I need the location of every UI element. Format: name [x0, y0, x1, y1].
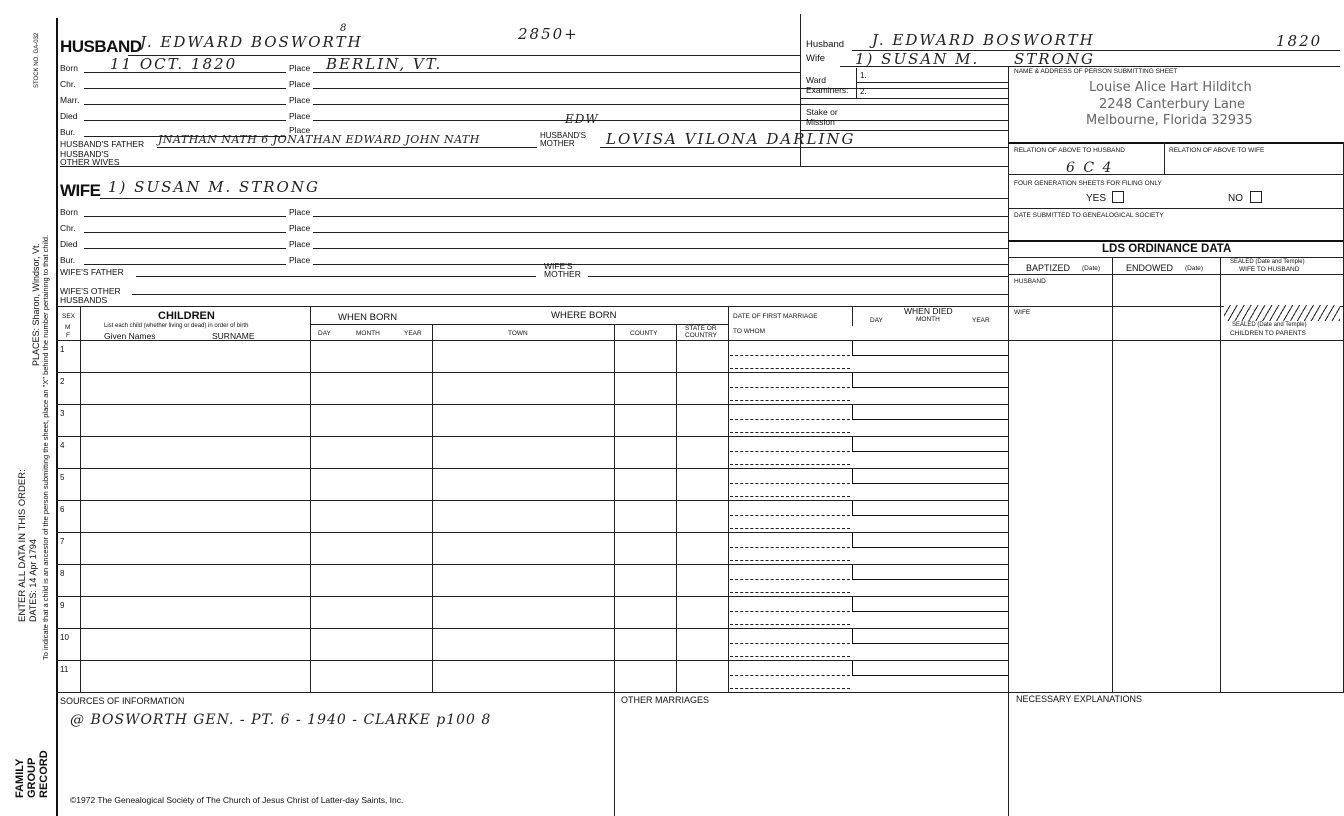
submitter-bottom-line — [1008, 142, 1344, 144]
died-day-header: DAY — [870, 317, 883, 324]
relation-bottom-line — [1008, 174, 1344, 175]
death-date-rule — [852, 483, 1008, 484]
row-separator — [56, 372, 1008, 373]
ancestor-instruction: To indicate that a child is an ancestor of the person submitting the sheet, place an "X" behind the number pertaining to that child. — [41, 234, 50, 660]
death-date-rule — [852, 387, 1008, 388]
sex-m: M — [65, 324, 71, 331]
relation-wife-label: RELATION OF ABOVE TO WIFE — [1169, 147, 1265, 154]
husbands-mother-label-2: MOTHER — [540, 139, 575, 148]
marriage-date-rule — [730, 675, 850, 676]
death-date-tick — [852, 565, 853, 579]
chr-place-label: Place — [289, 79, 311, 89]
to-whom-rule — [730, 656, 850, 657]
to-whom-rule — [730, 560, 850, 561]
yes-checkbox[interactable] — [1112, 191, 1124, 203]
wifes-father-label: WIFE'S FATHER — [60, 267, 124, 277]
to-whom-rule — [730, 624, 850, 625]
sealed-wife-header-1: SEALED (Date and Temple) — [1230, 259, 1305, 265]
died-label: Died — [60, 111, 78, 121]
wife-name-line — [100, 198, 1008, 199]
to-whom-rule — [730, 464, 850, 465]
no-checkbox[interactable] — [1250, 191, 1262, 203]
child-row — [56, 436, 1008, 468]
lds-heading-line — [1008, 257, 1344, 258]
sex-f: F — [66, 332, 70, 339]
right-column-divider — [1008, 66, 1009, 692]
death-date-tick — [852, 405, 853, 419]
lds-ordinance-heading: LDS ORDINANCE DATA — [1102, 243, 1232, 255]
marriage-date-rule — [730, 579, 850, 580]
death-date-tick — [852, 437, 853, 451]
children-table-top — [56, 306, 1008, 307]
husband-section-bottom-line — [60, 166, 1008, 167]
examiner-2: 2. — [860, 87, 867, 96]
wife-bur-label: Bur. — [60, 255, 76, 265]
child-row-number: 3 — [60, 409, 65, 418]
marr-place-line — [313, 104, 1008, 105]
col-line-died — [852, 306, 853, 326]
marriage-date-rule — [730, 355, 850, 356]
husbands-father-value: JNATHAN NATH 6 JONATHAN EDWARD JOHN NATH — [158, 133, 480, 146]
places-instruction: PLACES: Sharon, Windsor, Vt. — [31, 242, 41, 366]
born-month-header: MONTH — [356, 330, 380, 337]
to-whom-rule — [730, 592, 850, 593]
death-date-rule — [852, 611, 1008, 612]
child-row — [56, 372, 1008, 404]
first-marriage-header: DATE OF FIRST MARRIAGE — [733, 313, 818, 320]
surname-header: SURNAME — [212, 331, 255, 341]
given-names-header: Given Names — [104, 331, 156, 341]
form-title-group: GROUP — [26, 757, 38, 798]
death-date-rule — [852, 547, 1008, 548]
stake-bottom-line — [800, 130, 1008, 131]
relation-husband-label: RELATION OF ABOVE TO HUSBAND — [1014, 147, 1125, 154]
four-generation-label: FOUR GENERATION SHEETS FOR FILING ONLY — [1014, 180, 1162, 187]
hatched-area — [1224, 305, 1340, 321]
child-row-number: 8 — [60, 569, 65, 578]
row-separator — [56, 628, 1008, 629]
death-date-tick — [852, 597, 853, 611]
husband-generation-sup: 8 — [340, 23, 348, 34]
copyright-text: ©1972 The Genealogical Society of The Church of Jesus Christ of Latter-day Saints, Inc. — [70, 795, 404, 805]
born-label: Born — [60, 63, 78, 73]
relation-divider — [1164, 142, 1165, 174]
row-separator — [56, 468, 1008, 469]
examiner-1: 1. — [860, 71, 867, 80]
wife-born-label: Born — [60, 207, 78, 217]
death-date-tick — [852, 661, 853, 675]
submitter-street: 2248 Canterbury Lane — [1099, 97, 1246, 112]
town-header: TOWN — [508, 330, 528, 337]
to-whom-rule — [730, 528, 850, 529]
dates-instruction: DATES: 14 Apr 1794 — [28, 539, 38, 622]
other-wives-label-1: HUSBAND'S — [60, 149, 109, 159]
children-header: CHILDREN — [158, 310, 215, 322]
sealed-children-header-1: SEALED (Date and Temple) — [1232, 322, 1307, 328]
wifes-mother-line — [588, 276, 1008, 277]
wife-bur-place-label: Place — [289, 255, 311, 265]
marriage-date-rule — [730, 547, 850, 548]
marriage-date-rule — [730, 483, 850, 484]
chr-label: Chr. — [60, 79, 76, 89]
sealed-children-header-2: CHILDREN TO PARENTS — [1230, 330, 1306, 337]
row-separator — [56, 596, 1008, 597]
row-separator — [56, 404, 1008, 405]
bottom-divider-1 — [614, 692, 615, 816]
enter-all-instruction: ENTER ALL DATA IN THIS ORDER: — [17, 469, 28, 622]
death-date-rule — [852, 675, 1008, 676]
death-date-tick — [852, 469, 853, 483]
lds-children-header-line — [1008, 340, 1344, 341]
form-title-record: RECORD — [38, 750, 50, 798]
stock-number: STOCK NO. GA-032 — [34, 32, 40, 88]
bottom-divider-2 — [1008, 692, 1009, 816]
to-whom-rule — [730, 688, 850, 689]
right-panel-divider — [800, 14, 801, 166]
child-row-number: 6 — [60, 505, 65, 514]
child-row-number: 7 — [60, 537, 65, 546]
when-born-header: WHEN BORN — [338, 312, 398, 323]
lds-header-bottom-line — [1008, 274, 1344, 275]
no-label: NO — [1228, 193, 1243, 204]
child-row — [56, 564, 1008, 596]
husbands-father-label: HUSBAND'S FATHER — [60, 139, 145, 149]
lds-wife-label: WIFE — [1014, 309, 1031, 316]
right-husband-year: 1820 — [1276, 32, 1323, 50]
died-year-header: YEAR — [972, 317, 990, 324]
death-date-rule — [852, 515, 1008, 516]
endowed-date-header: (Date) — [1185, 265, 1204, 272]
child-row — [56, 628, 1008, 660]
bur-label: Bur. — [60, 127, 76, 137]
state-header-1: STATE OR — [685, 325, 717, 332]
wife-chr-label: Chr. — [60, 223, 76, 233]
death-date-rule — [852, 451, 1008, 452]
children-instruction: List each child (whether living or dead) in order of birth — [104, 323, 249, 329]
husband-born-place: BERLIN, VT. — [326, 55, 443, 73]
wifes-mother-label-1: WIFE'S — [544, 261, 573, 271]
child-row-number: 5 — [60, 473, 65, 482]
right-wife-label: Wife — [806, 53, 825, 64]
child-row-number: 10 — [60, 633, 69, 642]
lds-col-line-2 — [1220, 257, 1221, 692]
right-husband-label: Husband — [806, 39, 845, 50]
husband-heading: HUSBAND — [60, 37, 142, 56]
to-whom-rule — [730, 400, 850, 401]
wife-name: 1) SUSAN M. STRONG — [108, 178, 320, 196]
sources-label: SOURCES OF INFORMATION — [60, 696, 185, 706]
row-separator — [56, 660, 1008, 661]
to-whom-rule — [730, 368, 850, 369]
mission-label: Mission — [806, 117, 835, 127]
edw-note: EDW — [565, 112, 599, 126]
wife-chr-place-label: Place — [289, 223, 311, 233]
born-year-header: YEAR — [404, 330, 422, 337]
born-place-label: Place — [289, 63, 311, 73]
child-row-number: 2 — [60, 377, 65, 386]
row-separator — [56, 564, 1008, 565]
wife-chr-place-line — [313, 232, 1008, 233]
wife-born-place-label: Place — [289, 207, 311, 217]
child-row — [56, 660, 1008, 692]
examiners-box-line — [856, 68, 857, 98]
child-row — [56, 404, 1008, 436]
wife-bur-line — [84, 264, 286, 265]
husband-id-number: 2850+ — [518, 25, 579, 43]
other-wives-label-2: OTHER WIVES — [60, 157, 120, 167]
death-date-rule — [852, 419, 1008, 420]
died-month-header: MONTH — [916, 316, 940, 323]
wife-died-place-label: Place — [289, 239, 311, 249]
marriage-date-rule — [730, 451, 850, 452]
baptized-header: BAPTIZED — [1026, 263, 1071, 273]
husband-name: J. EDWARD BOSWORTH — [140, 33, 363, 51]
child-row-number: 4 — [60, 441, 65, 450]
submitter-label: NAME & ADDRESS OF PERSON SUBMITTING SHEET — [1014, 68, 1178, 75]
child-row — [56, 532, 1008, 564]
other-marriages-label: OTHER MARRIAGES — [621, 695, 710, 705]
wife-bur-place-line — [313, 264, 1008, 265]
died-line — [84, 120, 286, 121]
death-date-tick — [852, 533, 853, 547]
sex-header: SEX — [62, 313, 76, 320]
where-born-header: WHERE BORN — [551, 310, 617, 321]
row-separator — [56, 436, 1008, 437]
born-day-header: DAY — [318, 330, 331, 337]
death-date-tick — [852, 629, 853, 643]
marriage-date-rule — [730, 387, 850, 388]
form-title-family: FAMILY — [14, 758, 26, 798]
four-gen-bottom-line — [1008, 208, 1344, 209]
born-subheader-line — [310, 324, 728, 325]
marriage-date-rule — [730, 515, 850, 516]
date-submitted-bottom-line — [1008, 240, 1344, 242]
row-separator — [56, 532, 1008, 533]
death-date-rule — [852, 579, 1008, 580]
child-row — [56, 340, 1008, 372]
child-row — [56, 468, 1008, 500]
necessary-explanations-label: NECESSARY EXPLANATIONS — [1016, 694, 1143, 704]
to-whom-header: TO WHOM — [733, 328, 766, 335]
state-header-2: COUNTRY — [685, 332, 718, 339]
bottom-section-top — [56, 692, 1344, 693]
examiners-label: Examiners: — [806, 85, 849, 95]
date-submitted-label: DATE SUBMITTED TO GENEALOGICAL SOCIETY — [1014, 212, 1164, 219]
examiners-bottom-line — [800, 98, 1008, 99]
right-wife-surname: STRONG — [1014, 50, 1095, 68]
wifes-other-line — [132, 294, 1008, 295]
submitter-name: Louise Alice Hart Hilditch — [1089, 80, 1252, 95]
wife-heading: WIFE — [60, 181, 101, 200]
marr-line — [84, 104, 286, 105]
row-separator — [56, 500, 1008, 501]
marr-label: Marr. — [60, 95, 80, 105]
husband-born-date: 11 OCT. 1820 — [110, 55, 238, 73]
lds-col-line-1 — [1112, 257, 1113, 692]
husbands-mother-label-1: HUSBAND'S — [540, 131, 586, 140]
death-date-rule — [852, 643, 1008, 644]
wife-died-label: Died — [60, 239, 78, 249]
child-row-number: 9 — [60, 601, 65, 610]
wife-born-place-line — [313, 216, 1008, 217]
baptized-date-header: (Date) — [1082, 265, 1101, 272]
examiner-1-line — [856, 82, 1008, 83]
death-date-tick — [852, 341, 853, 355]
chr-place-line — [313, 88, 1008, 89]
stake-label: Stake or — [806, 107, 838, 117]
child-row — [56, 596, 1008, 628]
wifes-other-label-2: HUSBANDS — [60, 295, 108, 305]
bur-place-label: Place — [289, 125, 311, 135]
sources-value: @ BOSWORTH GEN. - PT. 6 - 1940 - CLARKE p100 8 — [70, 712, 492, 728]
marriage-date-rule — [730, 419, 850, 420]
died-place-label: Place — [289, 111, 311, 121]
marriage-date-rule — [730, 611, 850, 612]
marriage-date-rule — [730, 643, 850, 644]
husbands-mother-value: LOVISA VILONA DARLING — [606, 130, 856, 148]
when-died-header: WHEN DIED — [904, 306, 953, 316]
relation-value: 6 C 4 — [1066, 160, 1114, 176]
wifes-other-label-1: WIFE'S OTHER — [60, 286, 121, 296]
husbands-father-line — [157, 147, 537, 148]
died-place-line — [313, 120, 1008, 121]
sealed-wife-header-2: WIFE TO HUSBAND — [1239, 266, 1300, 273]
wife-died-line — [84, 248, 286, 249]
right-wife-name: 1) SUSAN M. — [855, 50, 980, 68]
child-row-number: 11 — [60, 665, 69, 674]
marr-place-label: Place — [289, 95, 311, 105]
wife-died-place-line — [313, 248, 1008, 249]
death-date-rule — [852, 355, 1008, 356]
death-date-tick — [852, 501, 853, 515]
death-date-tick — [852, 373, 853, 387]
wife-chr-line — [84, 232, 286, 233]
wife-born-line — [84, 216, 286, 217]
wifes-mother-label-2: MOTHER — [544, 269, 581, 279]
child-row — [56, 500, 1008, 532]
to-whom-rule — [730, 496, 850, 497]
endowed-header: ENDOWED — [1126, 263, 1173, 273]
lds-husband-label: HUSBAND — [1014, 278, 1046, 285]
county-header: COUNTY — [630, 330, 658, 337]
right-husband-name: J. EDWARD BOSWORTH — [872, 31, 1095, 49]
submitter-city: Melbourne, Florida 32935 — [1086, 113, 1253, 128]
child-row-number: 1 — [60, 345, 65, 354]
yes-label: YES — [1086, 193, 1107, 204]
chr-line — [84, 88, 286, 89]
ward-label: Ward — [806, 75, 826, 85]
wifes-father-line — [136, 276, 536, 277]
to-whom-rule — [730, 432, 850, 433]
